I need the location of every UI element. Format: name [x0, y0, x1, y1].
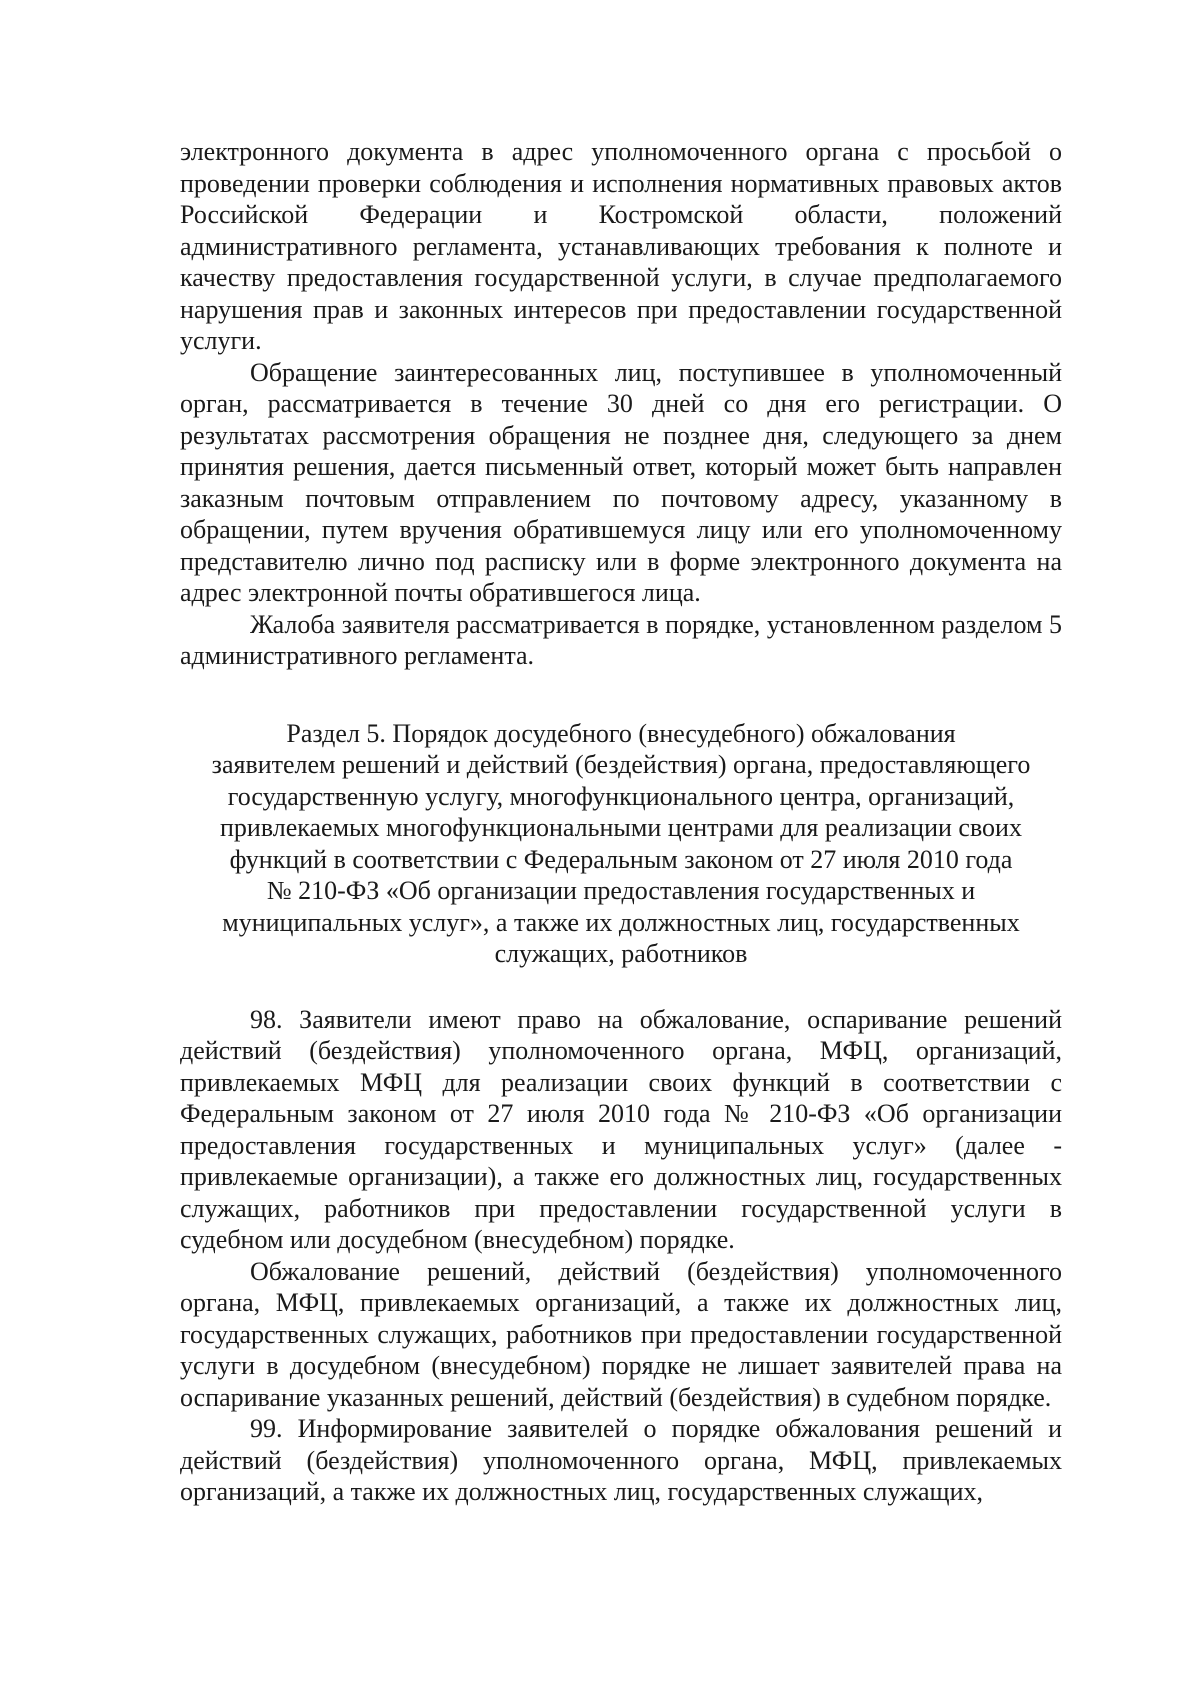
paragraph-99: 99. Информирование заявителей о порядке обжалования решений и действий (бездействия) уполномоченного органа, МФЦ, привлекаемых организаций, а также их должностных лиц, государственных служащих,	[180, 1414, 1062, 1506]
heading-line: заявителем решений и действий (бездействия) органа, предоставляющего	[211, 750, 1031, 779]
heading-line: Раздел 5. Порядок досудебного (внесудебного) обжалования	[286, 718, 956, 748]
paragraph-appeal-rights: Обжалование решений, действий (бездействия) уполномоченного органа, МФЦ, привлекаемых организаций, а также их должностных лиц, государственных служащих, работников при предоставлении государственной услуги в досудебном (внесудебном) порядке не лишает заявителей права на оспаривание указанных решений, действий (бездействия) в судебном порядке.	[180, 1256, 1062, 1412]
section-5-heading	[180, 718, 1062, 970]
heading-line: государственную услугу, многофункционального центра, организаций,	[227, 781, 1015, 811]
heading-line: № 210-ФЗ «Об организации предоставления государственных и	[266, 876, 976, 905]
heading-line: привлекаемых многофункциональными центрами для реализации своих	[220, 813, 1022, 842]
paragraph-98: 98. Заявители имеют право на обжалование, оспаривание решений действий (бездействия) уполномоченного органа, МФЦ, организаций, привлекаемых МФЦ для реализации своих функций в соответствии с Федеральным законом от 27 июля 2010 года № 210-ФЗ «Об организации предоставления государственных и муниципальных услуг» (далее - привлекаемые организации), а также его должностных лиц, государственных служащих, работников при предоставлении государственной услуги в судебном или досудебном (внесудебном) порядке.	[180, 1004, 1062, 1254]
paragraph-complaint: Жалоба заявителя рассматривается в порядке, установленном разделом 5 административного регламента.	[180, 609, 1062, 670]
heading-line: функций в соответствии с Федеральным законом от 27 июля 2010 года	[229, 844, 1013, 874]
document-page	[180, 136, 1062, 1508]
paragraph-appeal-review: Обращение заинтересованных лиц, поступившее в уполномоченный орган, рассматривается в течение 30 дней со дня его регистрации. О результатах рассмотрения обращения не позднее дня, следующего за днем принятия решения, дается письменный ответ, который может быть направлен заказным почтовым отправлением по почтовому адресу, указанному в обращении, путем вручения обратившемуся лицу или его уполномоченному представителю лично под расписку или в форме электронного документа на адрес электронной почты обратившегося лица.	[180, 357, 1062, 607]
heading-line: муниципальных услуг», а также их должностных лиц, государственных	[222, 907, 1020, 937]
heading-line: служащих, работников	[494, 939, 748, 968]
paragraph-continuation: электронного документа в адрес уполномоченного органа с просьбой о проведении проверки соблюдения и исполнения нормативных правовых актов Российской Федерации и Костромской области, положений административного регламента, устанавливающих требования к полноте и качеству предоставления государственной услуги, в случае предполагаемого нарушения прав и законных интересов при предоставлении государственной услуги.	[180, 137, 1062, 355]
